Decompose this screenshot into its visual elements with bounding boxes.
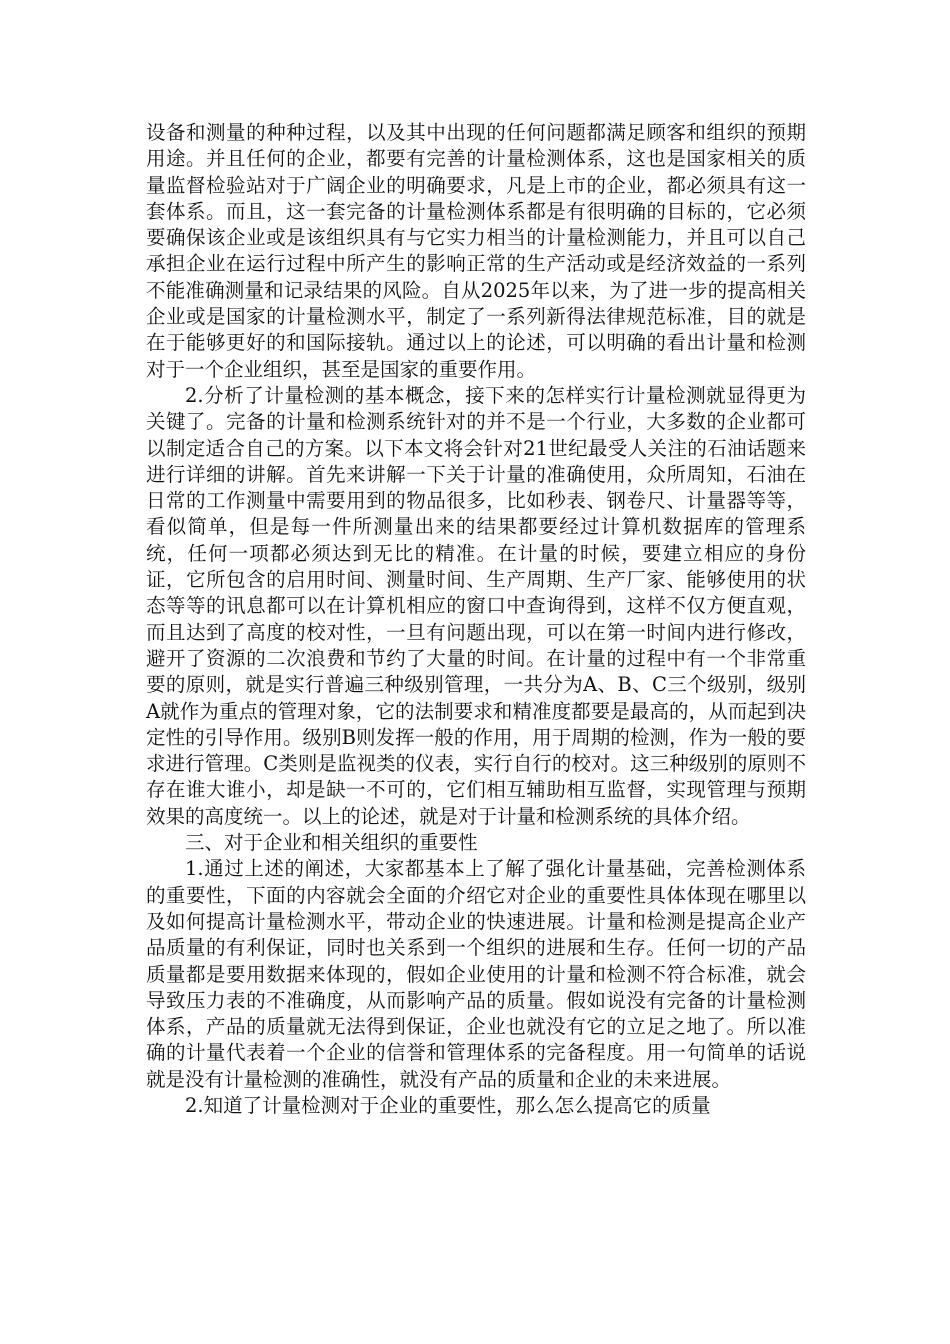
paragraph-importance-2: 2.知道了计量检测对于企业的重要性，那么怎么提高它的质量 <box>185 1093 711 1117</box>
section-heading-importance: 三、对于企业和相关组织的重要性 <box>185 831 478 855</box>
paragraph-continuation: 设备和测量的种种过程，以及其中出现的任何问题都满足顾客和组织的预期用途。并且任何的企业，都要有完善的计量检测体系，这也是国家相关的质量监督检验站对于广阔企业的明确要求，凡是上市的企业，都必须具有这一套体系。而且，这一套完备的计量检测体系都是有很明确的目标的，它必须要确保该企业或是该组织具有与它实力相当的计量检测能力，并且可以自己承担企业在运行过程中所产生的影响正常的生产活动或是经济效益的一系列不能准确测量和记录结果的风险。自从2025年以来，为了进一步的提高相关企业或是国家的计量检测水平，制定了一系列新得法律规范标准，目的就是在于能够更好的和国际接轨。通过以上的论述，可以明确的看出计量和检测对于一个企业组织，甚至是国家的重要作用。 <box>146 121 806 381</box>
paragraph-importance-1: 1.通过上述的阐述，大家都基本上了解了强化计量基础，完善检测体系的重要性，下面的内容就会全面的介绍它对企业的重要性具体体现在哪里以及如何提高计量检测水平，带动企业的快速进展。计量和检测是提高企业产品质量的有利保证，同时也关系到一个组织的进展和生存。任何一切的产品质量都是要用数据来体现的，假如企业使用的计量和检测不符合标准，就会导致压力表的不准确度，从而影响产品的质量。假如说没有完备的计量检测体系，产品的质量就无法得到保证，企业也就没有它的立足之地了。所以准确的计量代表着一个企业的信誉和管理体系的完备程度。用一句简单的话说就是没有计量检测的准确性，就没有产品的质量和企业的未来进展。 <box>146 857 806 1091</box>
document-body <box>146 120 806 1119</box>
paragraph-implementation: 2.分析了计量检测的基本概念，接下来的怎样实行计量检测就显得更为关键了。完备的计量和检测系统针对的并不是一个行业，大多数的企业都可以制定适合自己的方案。以下本文将会针对21世纪最受人关注的石油话题来进行详细的讲解。首先来讲解一下关于计量的准确使用，众所周知，石油在日常的工作测量中需要用到的物品很多，比如秒表、钢卷尺、计量器等等，看似简单，但是每一件所测量出来的结果都要经过计算机数据库的管理系统，任何一项都必须达到无比的精准。在计量的时候，要建立相应的身份证，它所包含的启用时间、测量时间、生产周期、生产厂家、能够使用的状态等等的讯息都可以在计算机相应的窗口中查询得到，这样不仅方便直观，而且达到了高度的校对性，一旦有问题出现，可以在第一时间内进行修改，避开了资源的二次浪费和节约了大量的时间。在计量的过程中有一个非常重要的原则，就是实行普遍三种级别管理，一共分为A、B、C三个级别，级别A就作为重点的管理对象，它的法制要求和精准度都要是最高的，从而起到决定性的引导作用。级别B则发挥一般的作用，用于周期的检测，作为一般的要求进行管理。C类则是监视类的仪表，实行自行的校对。这三种级别的原则不存在谁大谁小，却是缺一不可的，它们相互辅助相互监督，实现管理与预期效果的高度统一。以上的论述，就是对于计量和检测系统的具体介绍。 <box>146 383 806 828</box>
